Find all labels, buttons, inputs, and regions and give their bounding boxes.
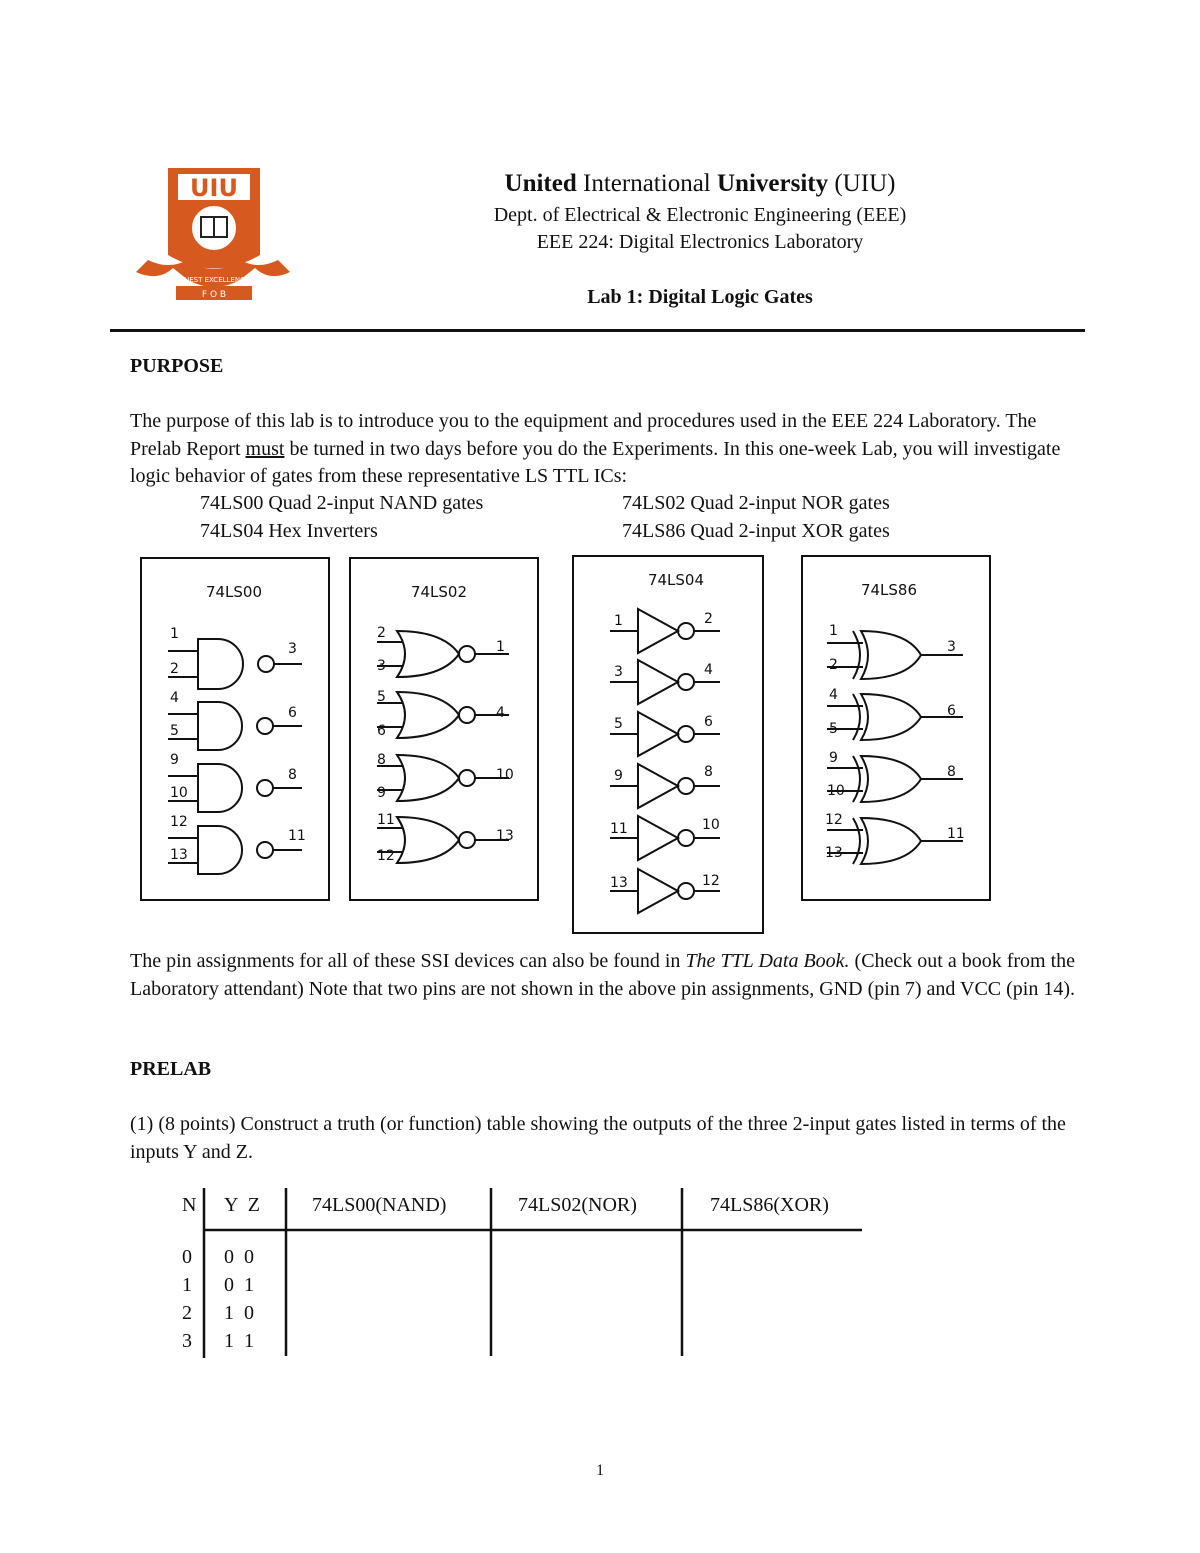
title-part: (UIU) bbox=[828, 170, 896, 197]
department-line: Dept. of Electrical & Electronic Engineering (EEE) bbox=[493, 204, 907, 226]
pin-label: 3 bbox=[947, 639, 956, 655]
pin-label: 5 bbox=[170, 723, 179, 739]
header-xor: 74LS86(XOR) bbox=[710, 1194, 829, 1216]
pin-note-text: The pin assignments for all of these SSI devices can also be found in bbox=[130, 950, 686, 972]
pin-label: 2 bbox=[704, 611, 713, 627]
row-yz: 1 0 bbox=[224, 1302, 254, 1324]
diagram-label: 74LS86 bbox=[860, 581, 918, 599]
pin-label: 13 bbox=[610, 875, 628, 891]
title-part: International bbox=[576, 170, 717, 197]
pin-label: 10 bbox=[496, 767, 514, 783]
book-title: The TTL Data Book. bbox=[685, 950, 850, 972]
pin-label: 5 bbox=[829, 721, 838, 737]
pin-label: 3 bbox=[614, 664, 623, 680]
pin-label: 9 bbox=[614, 768, 623, 784]
purpose-text: The purpose of this lab is to introduce you to the equipment and procedures used in the EEE 224 Laboratory. The Prelab Report bbox=[130, 410, 1037, 460]
diagram-label: 74LS02 bbox=[410, 583, 468, 601]
pin-label: 4 bbox=[829, 687, 838, 703]
row-n: 3 bbox=[182, 1330, 192, 1352]
pin-label: 9 bbox=[170, 752, 179, 768]
purpose-heading: PURPOSE bbox=[130, 355, 224, 377]
pin-label: 4 bbox=[496, 705, 505, 721]
pin-label: 5 bbox=[614, 716, 623, 732]
ic-list-left bbox=[200, 490, 483, 545]
pin-note-text: (Check out a book from the Laboratory attendant) Note that two pins are not shown in the above pin assignments, GND (pin 7) and VCC (pin 14). bbox=[130, 950, 1076, 1000]
diagram-74ls86 bbox=[801, 555, 991, 901]
pin-label: 5 bbox=[377, 689, 386, 705]
pin-label: 8 bbox=[947, 764, 956, 780]
title-part: University bbox=[717, 170, 829, 197]
pin-label: 4 bbox=[704, 662, 713, 678]
header-nand: 74LS00(NAND) bbox=[312, 1194, 447, 1216]
pin-label: 12 bbox=[702, 873, 720, 889]
university-logo bbox=[128, 160, 293, 305]
pin-label: 11 bbox=[377, 812, 395, 828]
pin-label: 13 bbox=[170, 847, 188, 863]
ic-item: 74LS04 Hex Inverters bbox=[200, 519, 378, 542]
pin-label: 6 bbox=[704, 714, 713, 730]
pin-label: 1 bbox=[496, 639, 505, 655]
pin-label: 9 bbox=[377, 785, 386, 801]
title-part: United bbox=[504, 170, 577, 197]
header-n: N bbox=[182, 1194, 197, 1216]
pin-label: 11 bbox=[610, 821, 628, 837]
pin-label: 10 bbox=[170, 785, 188, 801]
pin-label: 13 bbox=[825, 845, 843, 861]
diagram-74ls02 bbox=[349, 557, 539, 901]
lab-title: Lab 1: Digital Logic Gates bbox=[587, 286, 813, 308]
logo-text: UIU bbox=[190, 174, 238, 202]
pin-label: 6 bbox=[288, 705, 297, 721]
pin-note-paragraph bbox=[130, 948, 1090, 1003]
course-line: EEE 224: Digital Electronics Laboratory bbox=[536, 231, 864, 253]
pin-label: 8 bbox=[288, 767, 297, 783]
logo-banner-text: QUEST EXCELLENCE bbox=[178, 276, 250, 284]
row-n: 1 bbox=[182, 1274, 192, 1296]
pin-label: 12 bbox=[170, 814, 188, 830]
pin-label: 10 bbox=[827, 783, 845, 799]
prelab-question: (1) (8 points) Construct a truth (or function) table showing the outputs of the three 2-input gates listed in terms of the inputs Y and Z. bbox=[130, 1113, 1066, 1163]
pin-label: 8 bbox=[377, 752, 386, 768]
pin-label: 12 bbox=[377, 848, 395, 864]
diagram-74ls04 bbox=[572, 555, 764, 934]
purpose-paragraph bbox=[130, 408, 1090, 491]
pin-label: 9 bbox=[829, 750, 838, 766]
pin-label: 2 bbox=[170, 661, 179, 677]
pin-label: 11 bbox=[947, 826, 965, 842]
diagram-label: 74LS04 bbox=[647, 571, 705, 589]
row-yz: 0 1 bbox=[224, 1274, 254, 1296]
ic-item: 74LS00 Quad 2-input NAND gates bbox=[200, 492, 484, 514]
pin-label: 6 bbox=[377, 723, 386, 739]
header-nor: 74LS02(NOR) bbox=[518, 1194, 637, 1216]
pin-label: 1 bbox=[829, 623, 838, 639]
pin-label: 2 bbox=[829, 657, 838, 673]
pin-label: 1 bbox=[170, 626, 179, 642]
header-divider bbox=[110, 329, 1085, 332]
ic-item: 74LS02 Quad 2-input NOR gates bbox=[622, 492, 890, 514]
university-title bbox=[300, 170, 1100, 198]
pin-label: 3 bbox=[377, 658, 386, 674]
diagram-74ls00 bbox=[140, 557, 330, 901]
row-n: 2 bbox=[182, 1302, 192, 1324]
pin-label: 1 bbox=[614, 613, 623, 629]
row-yz: 1 1 bbox=[224, 1330, 254, 1352]
ic-list-right bbox=[622, 490, 890, 545]
pin-label: 6 bbox=[947, 703, 956, 719]
prelab-heading: PRELAB bbox=[130, 1058, 212, 1080]
pin-label: 2 bbox=[377, 625, 386, 641]
row-n: 0 bbox=[182, 1246, 192, 1268]
purpose-text: be turned in two days before you do the Experiments. In this one-week Lab, you will investigate logic behavior of gates from these representative LS TTL ICs: bbox=[130, 437, 1061, 487]
pin-label: 10 bbox=[702, 817, 720, 833]
must-emphasis: must bbox=[245, 437, 285, 460]
diagram-label: 74LS00 bbox=[205, 583, 263, 601]
pin-label: 13 bbox=[496, 828, 514, 844]
truth-table bbox=[170, 1188, 870, 1360]
pin-label: 11 bbox=[288, 828, 306, 844]
logo-base-text: F O B bbox=[201, 290, 227, 300]
row-yz: 0 0 bbox=[224, 1246, 254, 1268]
logo-emblem bbox=[128, 160, 293, 305]
pin-label: 3 bbox=[288, 641, 297, 657]
header-yz: Y Z bbox=[224, 1194, 260, 1216]
pin-label: 4 bbox=[170, 690, 179, 706]
pin-label: 12 bbox=[825, 812, 843, 828]
ic-item: 74LS86 Quad 2-input XOR gates bbox=[622, 519, 890, 542]
page-number: 1 bbox=[596, 1462, 604, 1479]
pin-label: 8 bbox=[704, 764, 713, 780]
